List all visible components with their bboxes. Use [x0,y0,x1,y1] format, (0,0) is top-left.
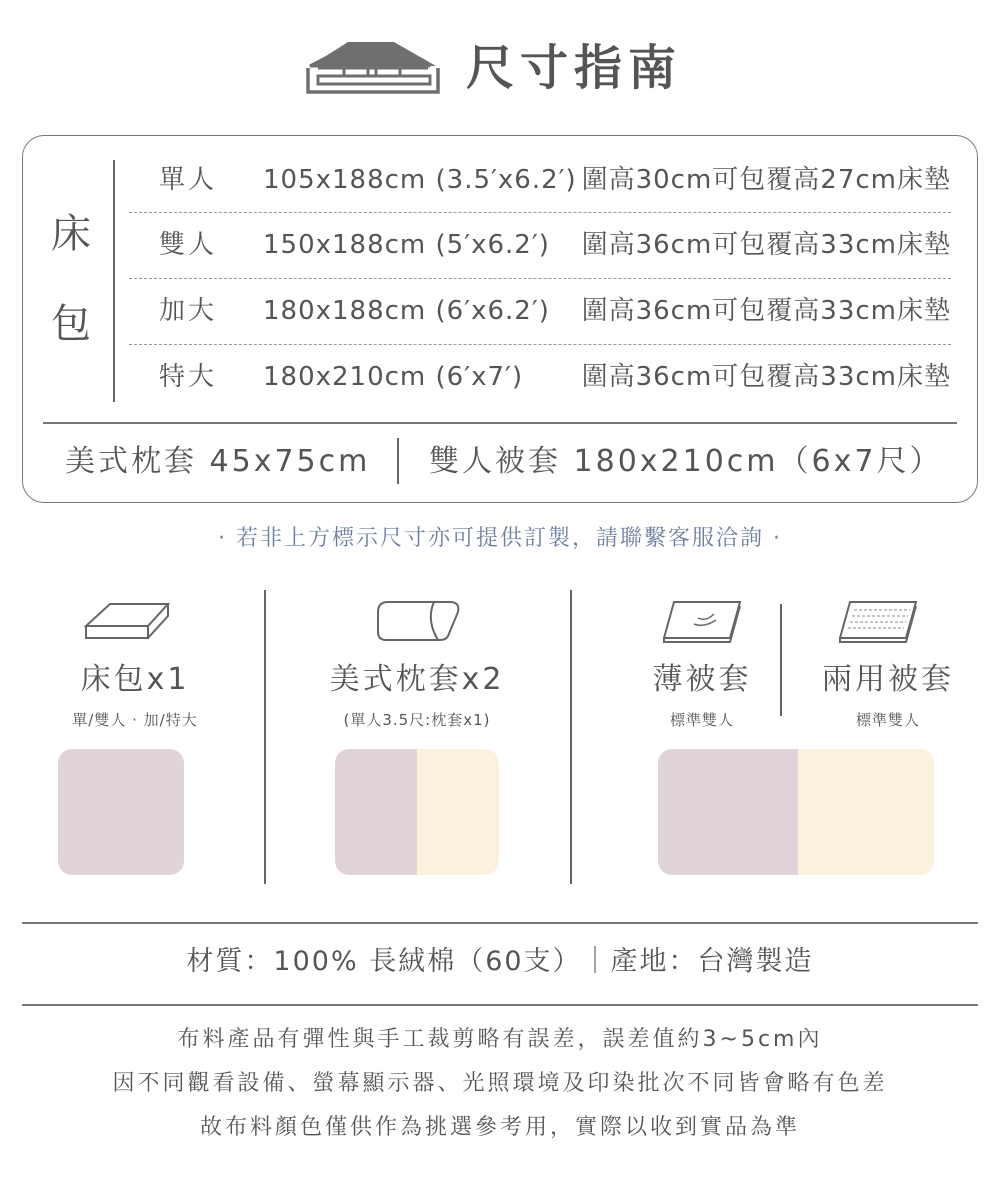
product-subtitle: 標準雙人 [669,711,734,729]
product-subtitle: 單/雙人 · 加/特大 [72,711,198,729]
color-swatch [58,749,184,875]
side-divider [113,160,115,402]
bottom-separator [397,438,399,484]
size-name: 加大 [159,296,218,326]
row-divider [129,344,951,345]
fitted-sheet-icon [82,598,172,644]
page-title: 尺寸指南 [466,40,683,96]
product-subtitle: 標準雙人 [855,711,920,729]
header [0,30,1000,110]
row-divider [129,278,951,279]
pillow-icon [374,598,462,644]
swatch-cream [798,749,934,875]
box-divider [43,422,957,424]
size-name: 單人 [159,165,218,195]
product-title: 美式枕套x2 [329,662,505,697]
bed-house-icon [304,36,442,96]
custom-order-note: · 若非上方標示尺寸亦可提供訂製，請聯繫客服洽詢 · [218,526,782,551]
row-divider [129,212,951,213]
swatch-mauve [658,749,798,875]
size-cover: 圍高36cm可包覆高33cm床墊 [581,362,951,392]
product-title: 薄被套 [652,662,752,697]
product-title: 床包x1 [80,662,190,697]
pillowcase-size: 美式枕套 45x75cm [65,444,371,479]
size-row-king [131,357,951,397]
swatch-mauve [335,749,417,875]
size-table [22,135,978,503]
side-label-sheet: 包 [51,301,91,347]
size-name: 特大 [159,362,218,392]
size-row-single [131,160,951,200]
material-info: 材質：100% 長絨棉（60支）｜產地：台灣製造 [186,946,814,977]
disclaimer-line: 故布料顏色僅供作為挑選參考用，實際以收到實品為準 [199,1115,800,1140]
product-subtitle: (單人3.5尺:枕套x1) [343,711,491,729]
size-cover: 圍高30cm可包覆高27cm床墊 [581,165,951,195]
product-title: 兩用被套 [822,662,954,697]
size-dimensions: 105x188cm (3.5′x6.2′) [263,165,577,195]
material-divider-bottom [22,1004,978,1006]
swatch-cream [417,749,499,875]
size-row-queen [131,291,951,331]
size-dimensions: 180x188cm (6′x6.2′) [263,296,550,326]
color-swatch [335,749,499,875]
duvet-size: 雙人被套 180x210cm（6x7尺） [429,444,943,479]
color-swatch [658,749,934,875]
size-cover: 圍高36cm可包覆高33cm床墊 [581,230,951,260]
size-dimensions: 150x188cm (5′x6.2′) [263,230,550,260]
size-row-double [131,225,951,265]
thin-quilt-icon [660,598,744,646]
column-separator [570,590,572,884]
size-cover: 圍高36cm可包覆高33cm床墊 [581,296,951,326]
disclaimer-line: 布料產品有彈性與手工裁剪略有誤差，誤差值約3~5cm內 [177,1027,823,1052]
material-divider-top [22,922,978,924]
column-separator [264,590,266,884]
size-dimensions: 180x210cm (6′x7′) [263,362,524,392]
disclaimer-line: 因不同觀看設備、螢幕顯示器、光照環境及印染批次不同皆會略有色差 [112,1071,888,1096]
size-name: 雙人 [159,230,218,260]
swatch-mauve [58,749,184,875]
side-label-bed: 床 [51,211,91,257]
dual-use-quilt-icon [836,598,920,646]
